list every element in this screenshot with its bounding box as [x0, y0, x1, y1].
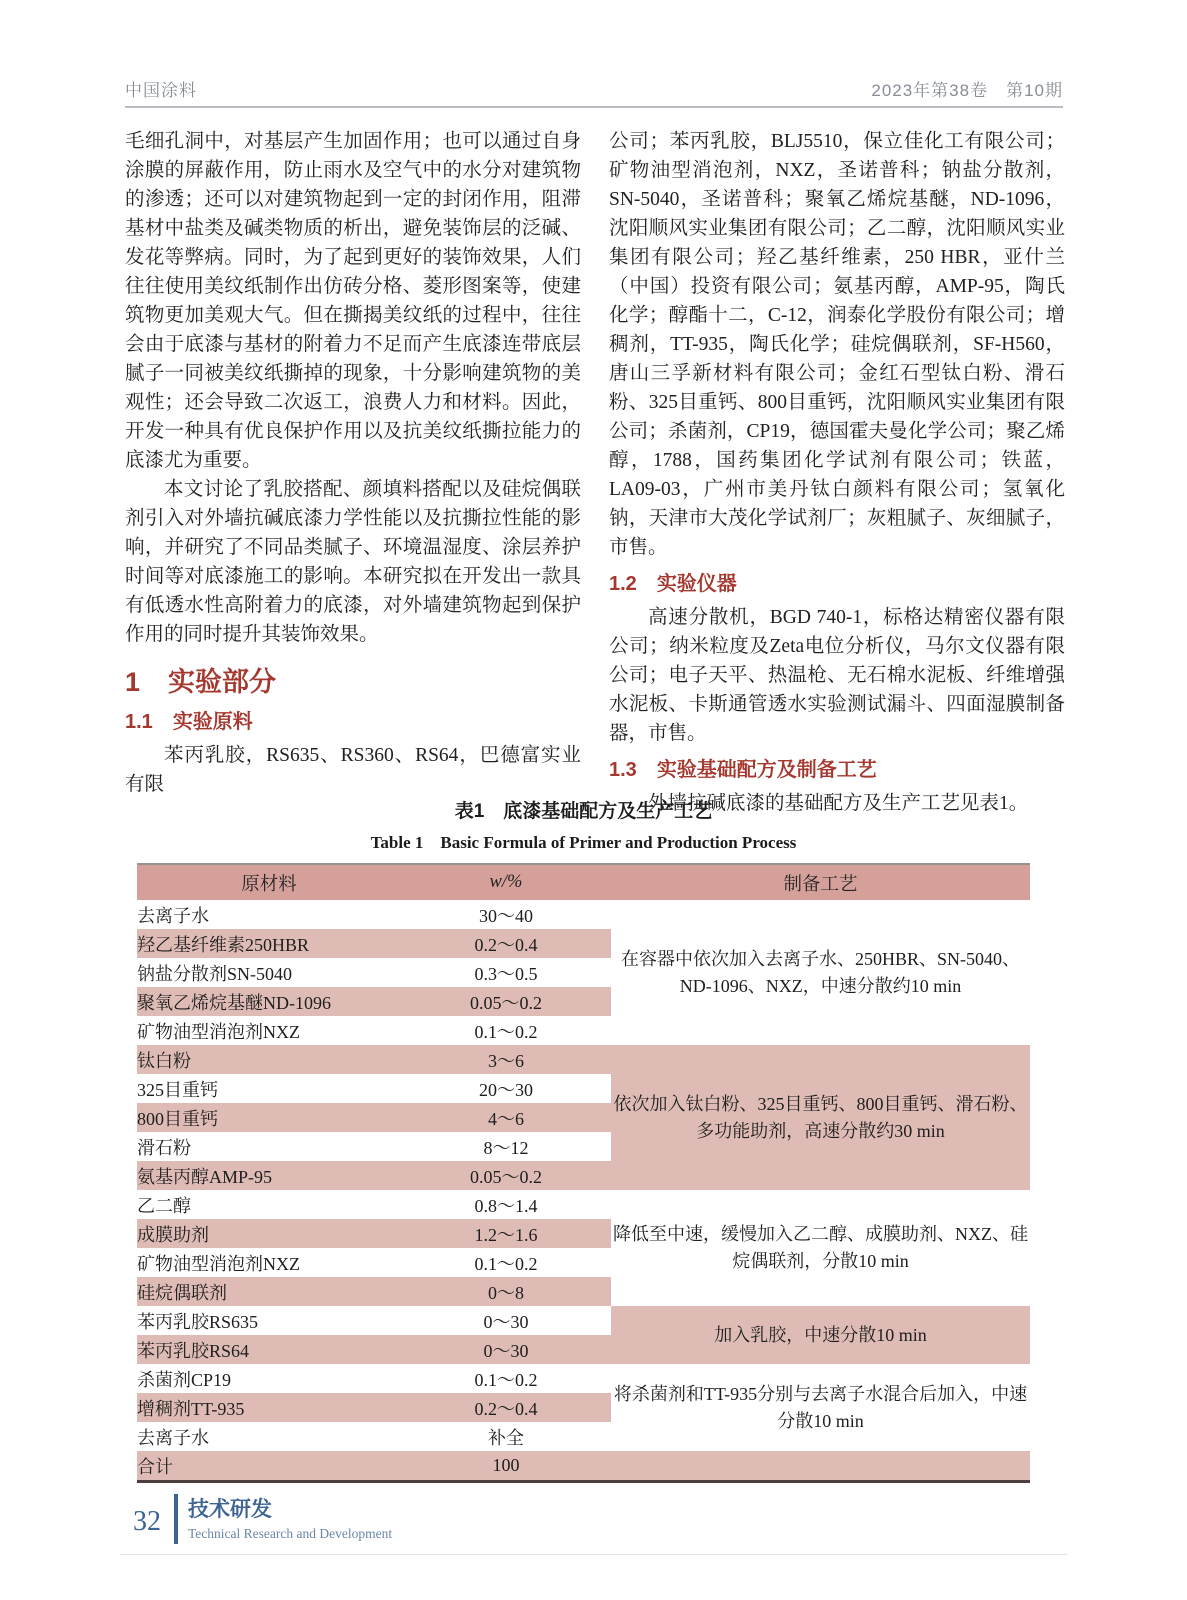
formula-table-head	[137, 864, 1030, 900]
material-cell: 氨基丙醇AMP-95	[137, 1161, 401, 1190]
process-cell: 降低至中速，缓慢加入乙二醇、成膜助剂、NXZ、硅烷偶联剂，分散10 min	[613, 1224, 1028, 1271]
table-caption-cn: 表1 底漆基础配方及生产工艺	[454, 801, 713, 822]
section-heading-1-1	[125, 709, 581, 736]
value-cell: 0.1～0.2	[474, 1253, 538, 1274]
left-column	[125, 127, 581, 818]
column-header-material: 原材料	[137, 864, 401, 900]
material-cell: 合计	[137, 1451, 401, 1482]
material-cell: 聚氧乙烯烷基醚ND-1096	[137, 987, 401, 1016]
value-cell: 0.3～0.5	[474, 963, 538, 984]
body-paragraph: 毛细孔洞中，对基层产生加固作用；也可以通过自身涂膜的屏蔽作用，防止雨水及空气中的水分对建筑物的渗透；还可以对建筑物起到一定的封闭作用，阻滞基材中盐类及碱类物质的析出，避免装饰层的泛碱、发花等弊病。同时，为了起到更好的装饰效果，人们往往使用美纹纸制作出仿砖分格、菱形图案等，使建筑物更加美观大气。但在撕揭美纹纸的过程中，往往会由于底漆与基材的附着力不足而产生底漆连带底层腻子一同被美纹纸撕掉的现象，十分影响建筑物的美观性；还会导致二次返工，浪费人力和材料。因此，开发一种具有优良保护作用以及抗美纹纸撕拉能力的底漆尤为重要。	[125, 131, 581, 471]
column-header-process: 制备工艺	[611, 864, 1030, 900]
page-header	[125, 76, 1063, 108]
material-cell: 成膜助剂	[137, 1219, 401, 1248]
material-cell: 苯丙乳胶RS64	[137, 1335, 401, 1364]
value-cell: 0～8	[401, 1277, 611, 1306]
section-heading-1	[125, 665, 581, 699]
section-number: 1	[125, 667, 141, 697]
value-cell: 1.2～1.6	[401, 1219, 611, 1248]
body-paragraph: 苯丙乳胶，RS635、RS360、RS64，巴德富实业有限	[125, 745, 581, 795]
section-title: 实验部分	[168, 667, 277, 697]
material-cell: 800目重钙	[137, 1103, 401, 1132]
body-paragraph: 公司；苯丙乳胶，BLJ5510，保立佳化工有限公司；矿物油型消泡剂，NXZ，圣诺普科；钠盐分散剂，SN-5040，圣诺普科；聚氧乙烯烷基醚，ND-1096，沈阳顺风实业集团有限公司；乙二醇，沈阳顺风实业集团有限公司；羟乙基纤维素，250 HBR，亚什兰（中国）投资有限公司；氨基丙醇，AMP-95，陶氏化学；醇酯十二，C-12，润泰化学股份有限公司；增稠剂，TT-935，陶氏化学；硅烷偶联剂，SF-H560，唐山三孚新材料有限公司；金红石型钛白粉、滑石粉、325目重钙、800目重钙，沈阳顺风实业集团有限公司；杀菌剂，CP19，德国霍夫曼化学公司；聚乙烯醇，1788，国药集团化学试剂有限公司；铁蓝，LA09-03，广州市美丹钛白颜料有限公司；氢氧化钠，天津市大茂化学试剂厂；灰粗腻子、灰细腻子，市售。	[609, 131, 1065, 558]
material-cell: 矿物油型消泡剂NXZ	[137, 1021, 300, 1042]
value-cell: 0.2～0.4	[401, 929, 611, 958]
material-cell: 硅烷偶联剂	[137, 1277, 401, 1306]
material-cell: 增稠剂TT-935	[137, 1393, 401, 1422]
page-number: 32	[133, 1506, 161, 1537]
issue-info: 2023年第38卷 第10期	[871, 81, 1063, 100]
material-cell: 矿物油型消泡剂NXZ	[137, 1253, 300, 1274]
table-row	[137, 1451, 1030, 1482]
right-column	[609, 127, 1065, 818]
table-caption-en: Table 1 Basic Formula of Primer and Production Process	[370, 833, 797, 852]
formula-table-body	[137, 900, 1030, 1482]
footer-divider-bar	[174, 1494, 178, 1544]
value-cell: 0～30	[483, 1311, 529, 1332]
process-cell: 在容器中依次加入去离子水、250HBR、SN-5040、ND-1096、NXZ，中速分散约10 min	[620, 948, 1020, 996]
section-title: 实验原料	[172, 711, 253, 733]
material-cell: 苯丙乳胶RS635	[137, 1311, 259, 1332]
material-cell: 乙二醇	[137, 1195, 191, 1216]
section-title: 实验仪器	[656, 573, 737, 595]
value-cell: 100	[401, 1451, 611, 1482]
section-number: 1.2	[609, 573, 637, 595]
material-cell: 325目重钙	[137, 1079, 218, 1100]
process-cell: 将杀菌剂和TT-935分别与去离子水混合后加入，中速分散10 min	[613, 1383, 1028, 1431]
value-cell: 30～40	[479, 905, 533, 926]
footer-section-cn: 技术研发	[188, 1498, 272, 1521]
material-cell: 滑石粉	[137, 1137, 191, 1158]
process-cell: 依次加入钛白粉、325目重钙、800目重钙、滑石粉、多功能助剂，高速分散约30 min	[611, 1045, 1030, 1190]
table-row	[137, 900, 1030, 929]
value-cell: 4～6	[401, 1103, 611, 1132]
value-cell: 0.8～1.4	[474, 1195, 538, 1216]
section-number: 1.1	[125, 711, 153, 733]
value-cell: 0.05～0.2	[401, 1161, 611, 1190]
section-number: 1.3	[609, 759, 637, 781]
value-cell: 20～30	[479, 1079, 533, 1100]
table-row	[137, 1306, 1030, 1335]
material-cell: 去离子水	[137, 1427, 209, 1448]
table-row	[137, 1190, 1030, 1219]
footer-section	[188, 1494, 392, 1544]
body-paragraph: 本文讨论了乳胶搭配、颜填料搭配以及硅烷偶联剂引入对外墙抗碱底漆力学性能以及抗撕拉性能的影响，并研究了不同品类腻子、环境温湿度、涂层养护时间等对底漆施工的影响。本研究拟在开发出一款具有低透水性高附着力的底漆，对外墙建筑物起到保护作用的同时提升其装饰效果。	[125, 479, 581, 645]
section-heading-1-3	[609, 757, 1065, 784]
material-cell: 钠盐分散剂SN-5040	[137, 963, 293, 984]
page-footer	[133, 1494, 392, 1544]
material-cell: 杀菌剂CP19	[137, 1369, 232, 1390]
value-cell: 0.1～0.2	[474, 1369, 538, 1390]
table-row	[137, 1364, 1030, 1393]
formula-table	[137, 863, 1030, 1483]
material-cell: 去离子水	[137, 905, 209, 926]
material-cell: 钛白粉	[137, 1045, 401, 1074]
two-column-body	[125, 127, 1065, 818]
process-cell: 加入乳胶，中速分散10 min	[611, 1306, 1030, 1364]
value-cell: 0.1～0.2	[474, 1021, 538, 1042]
body-paragraph: 外墙抗碱底漆的基础配方及生产工艺见表1。	[648, 793, 1029, 814]
value-cell: 0～30	[401, 1335, 611, 1364]
value-cell: 3～6	[401, 1045, 611, 1074]
body-paragraph: 高速分散机，BGD 740-1，标格达精密仪器有限公司；纳米粒度及Zeta电位分析仪，马尔文仪器有限公司；电子天平、热温枪、无石棉水泥板、纤维增强水泥板、卡斯通管透水实验测试漏斗、四面湿膜制备器，市售。	[609, 607, 1065, 744]
table-row	[137, 1045, 1030, 1074]
value-cell: 0.2～0.4	[401, 1393, 611, 1422]
page-bottom-rule	[120, 1554, 1067, 1555]
value-cell: 补全	[488, 1427, 524, 1448]
section-title: 实验基础配方及制备工艺	[656, 759, 877, 781]
footer-section-en: Technical Research and Development	[188, 1526, 393, 1541]
material-cell: 羟乙基纤维素250HBR	[137, 929, 401, 958]
journal-name: 中国涂料	[125, 81, 197, 100]
section-heading-1-2	[609, 571, 1065, 598]
process-cell	[611, 1451, 1030, 1482]
table-header-row	[137, 864, 1030, 900]
table-1-block	[137, 796, 1030, 1483]
value-cell: 8～12	[483, 1137, 529, 1158]
value-cell: 0.05～0.2	[401, 987, 611, 1016]
column-header-percent: w/%	[401, 864, 611, 900]
